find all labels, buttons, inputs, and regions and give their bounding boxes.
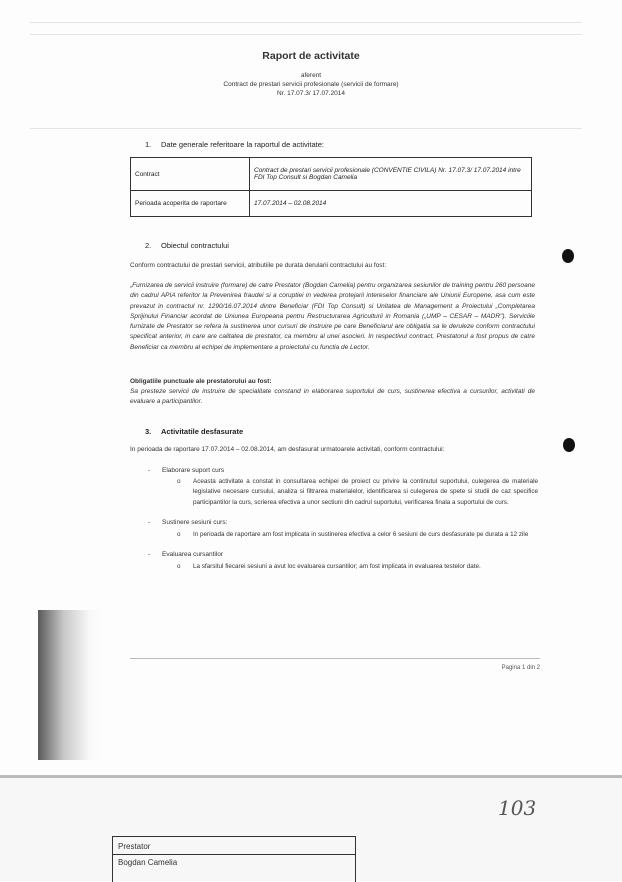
bleed-through-line: [30, 128, 582, 129]
bullet-circle: o: [177, 531, 181, 538]
section-2-intro: Conform contractului de prestari servicii, atributiile pe durata derularii contractului au fost:: [130, 262, 387, 269]
punch-hole: [562, 249, 574, 263]
table-row: [131, 191, 532, 217]
section-number: 1.: [145, 140, 152, 149]
obligations-heading: Obligatiile punctuale ale prestatorului au fost:: [130, 378, 272, 385]
table-key: Perioada acoperita de raportare: [131, 191, 250, 217]
section-title: Activitatile desfasurate: [161, 427, 244, 436]
section-number: 2.: [145, 241, 152, 250]
table-key: Contract: [131, 158, 250, 191]
subtitle-number: Nr. 17.07.3/ 17.07.2014: [277, 90, 345, 97]
activity-detail: [177, 477, 538, 508]
signature-box: [112, 836, 356, 882]
table-value: 17.07.2014 – 02.08.2014: [250, 191, 532, 217]
punch-hole: [563, 438, 575, 452]
activity-title: Elaborare suport curs: [162, 467, 225, 474]
signature-role: Prestator: [118, 842, 151, 851]
bullet-dash: -: [148, 519, 151, 526]
section-number: 3.: [145, 427, 152, 436]
scan-shadow: [38, 610, 102, 760]
activity-detail: [177, 562, 538, 572]
handwritten-page-number: 103: [498, 796, 537, 820]
signature-box-divider: [113, 854, 355, 855]
report-title: Raport de activitate: [262, 50, 360, 62]
activity-title: Evaluarea cursantilor: [162, 551, 224, 558]
section-1-heading: [145, 140, 324, 149]
activity-detail-text: La sfarsitul fiecarei sesiuni a avut loc evaluarea cursantilor; am fost implicata in evaluarea testelor date.: [193, 563, 481, 570]
footer-divider: [130, 658, 540, 659]
table-value: Contract de prestari servicii profesionale (CONVENTIE CIVILA) Nr. 17.07.3/ 17.07.2014 intre FDI Top Consult si Bogdan Camelia: [250, 158, 532, 191]
general-data-table: [130, 157, 532, 217]
subtitle-aferent: aferent: [300, 72, 322, 79]
bleed-through-line: [30, 22, 582, 23]
bullet-circle: o: [177, 478, 181, 485]
bullet-circle: o: [177, 563, 181, 570]
obligations-text: Sa presteze servicii de instruire de specialitate constand in elaborarea suportului de curs, sustinerea efectiva a cursurilor, activitati de evaluare a participantilor.: [130, 388, 535, 406]
subtitle-contract: Contract de prestari servicii profesionale (servicii de formare): [223, 81, 399, 88]
page-number: Pagina 1 din 2: [501, 665, 540, 671]
signature-name: Bogdan Camelia: [118, 858, 178, 867]
section-title: Obiectul contractului: [161, 241, 229, 250]
table-row: [131, 158, 532, 191]
section-3-intro: In perioada de raportare 17.07.2014 – 02.08.2014, am desfasurat urmatoarele activitati, conform contractului:: [130, 446, 445, 453]
bullet-dash: -: [148, 467, 151, 474]
activity-detail-text: In perioada de raportare am fost implicata in sustinerea efectiva a celor 6 sesiuni de curs desfasurate pe durata a 12 zile: [193, 531, 529, 538]
section-2-heading: [145, 241, 229, 250]
section-2-quote: „Furnizarea de servicii instruire (formare) de catre Prestator (Bogdan Camelia) pentru organizarea sesiunilor de training pentru 260 persoane din cadrul APIA referitor la Prevenirea fraudei si a coruptiei in vederea protejarii intereselor financiare ale Uniunii Europene, asa cum este prevazut in contractul nr. 1290/16.07.2014 dintre Beneficiar (FDI Top Consult) si Unitatea de Management a Proiectului „Completarea Sprijinului Financiar acordat de Uniunea Europeana pentru Restructurarea Agriculturii in Romania („UMP – CESAR – MADR"). Serviciile furnizate de Prestator se refera la sustinerea unor cursuri de instruire pe care Beneficiarul are obligatia sa le deruleze conform contractului specificat anterior, in care are calitatea de prestator, ca membru al unei asocieri. In respectivul contract, Prestatorul a fost propus de catre Beneficiar ca membru al echipei de implementare a proiectului cu functia de Lector.: [130, 282, 535, 351]
activity-detail-text: Aceasta activitate a constat in consultarea echipei de proiect cu privire la continutul suportului, culegerea de materiale legislative necesare cursului, analiza si filtrarea materialelor, identificarea si culegerea de spete si studii de caz specifice participantilor la curs, scrierea efectiva a unor sectiuni din cadrul suportului, verificarea finala a suportului de curs.: [193, 478, 538, 506]
bleed-through-line: [30, 34, 582, 35]
bullet-dash: -: [148, 551, 151, 558]
section-title: Date generale referitoare la raportul de activitate:: [161, 140, 325, 149]
activity-title: Sustinere sesiuni curs:: [162, 519, 228, 526]
activity-detail: [177, 530, 538, 540]
section-3-heading: [145, 427, 243, 436]
